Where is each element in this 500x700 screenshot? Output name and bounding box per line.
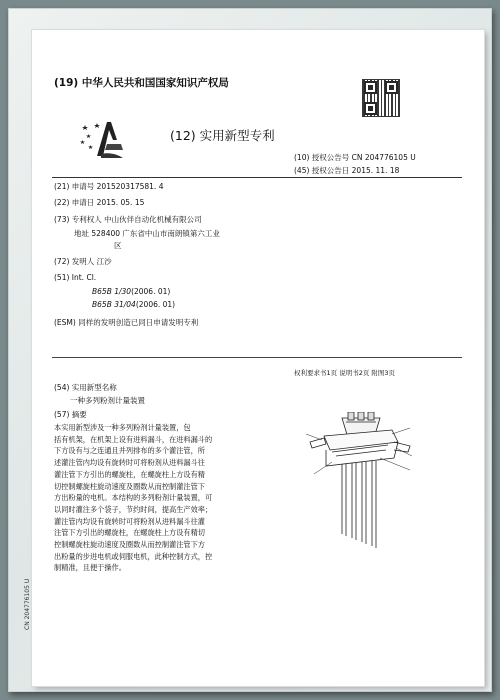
inventor: (72) 发明人 江沙: [54, 257, 112, 266]
abstract-line: 灌注管下方引出的螺旋柱，在螺旋柱上方设有精: [54, 469, 205, 479]
abstract-line: 控制螺旋柱旋动速度及圈数从而控制灌注管下方: [54, 540, 205, 550]
publication-date: (45) 授权公告日 2015. 11. 18: [294, 166, 400, 175]
title-label: (54) 实用新型名称: [54, 383, 117, 392]
abstract-line: 灌注管内均设有旋转时可将粉剂从进料漏斗往灌: [54, 516, 205, 526]
esm-note: (ESM) 同样的发明创造已同日申请发明专利: [54, 318, 199, 327]
patent-office-header: (19) 中华人民共和国国家知识产权局: [54, 77, 229, 89]
section-divider: [52, 357, 462, 358]
abstract-line: 切控制螺旋柱旋动速度及圈数从而控制灌注管下: [54, 481, 205, 491]
device-drawing: [302, 412, 414, 552]
int-cl-label: (51) Int. Cl.: [54, 273, 97, 282]
abstract-line: 述灌注管内均设有旋转时可将粉剂从进料漏斗往: [54, 458, 205, 468]
abstract-line: 注管下方引出的螺旋柱，在螺旋柱上方设有精切: [54, 528, 205, 538]
qr-code-icon: [362, 79, 400, 117]
ipc-classification: [92, 287, 170, 296]
abstract-text: [54, 422, 250, 574]
abstract-line: 本实用新型涉及一种多列粉剂计量装置，包: [54, 423, 191, 432]
patentee: (73) 专利权人 中山伙伴自动化机械有限公司: [54, 215, 202, 224]
abstract-line: 下方设有与之连通且并列排布的多个灌注管，所: [54, 446, 205, 456]
address-line-1: 地址 528400 广东省中山市南朗镇第六工业: [74, 229, 220, 238]
ipc-version: (2006. 01): [131, 287, 171, 296]
abstract-label: (57) 摘要: [54, 410, 87, 419]
ipc-code: B65B 1/30: [92, 287, 132, 296]
application-number: (21) 申请号 201520317581. 4: [54, 182, 164, 191]
publication-number: (10) 授权公告号 CN 204776105 U: [294, 153, 416, 162]
header-divider: [52, 177, 462, 178]
cnipa-emblem-icon: [77, 114, 127, 162]
document-type: (12) 实用新型专利: [170, 128, 275, 143]
abstract-line: 出粉量的步进电机或伺服电机，此种控制方式，控: [54, 551, 213, 561]
ipc-classification: [92, 300, 175, 309]
abstract-line: 括有机架，在机架上设有进料漏斗，在进料漏斗的: [54, 434, 213, 444]
ipc-version: (2006. 01): [135, 300, 176, 309]
address-line-2: 区: [114, 241, 122, 250]
patent-page: [24, 30, 484, 686]
abstract-line: 方出粉量的电机。本结构的多列粉剂计量装置，可: [54, 493, 213, 503]
utility-model-title: 一种多列粉剂计量装置: [70, 396, 145, 405]
abstract-line: 制精准，且便于操作。: [54, 563, 126, 573]
abstract-line: 以同时灌注多个袋子，节约时间，提高生产效率；: [54, 504, 213, 514]
pages-info: 权利要求书1页 说明书2页 附图3页: [294, 369, 396, 377]
filing-date: (22) 申请日 2015. 05. 15: [54, 198, 145, 207]
side-publication-code: CN 204776105 U: [24, 578, 31, 630]
ipc-code: B65B 31/04: [92, 300, 136, 309]
document-frame: [8, 8, 492, 692]
